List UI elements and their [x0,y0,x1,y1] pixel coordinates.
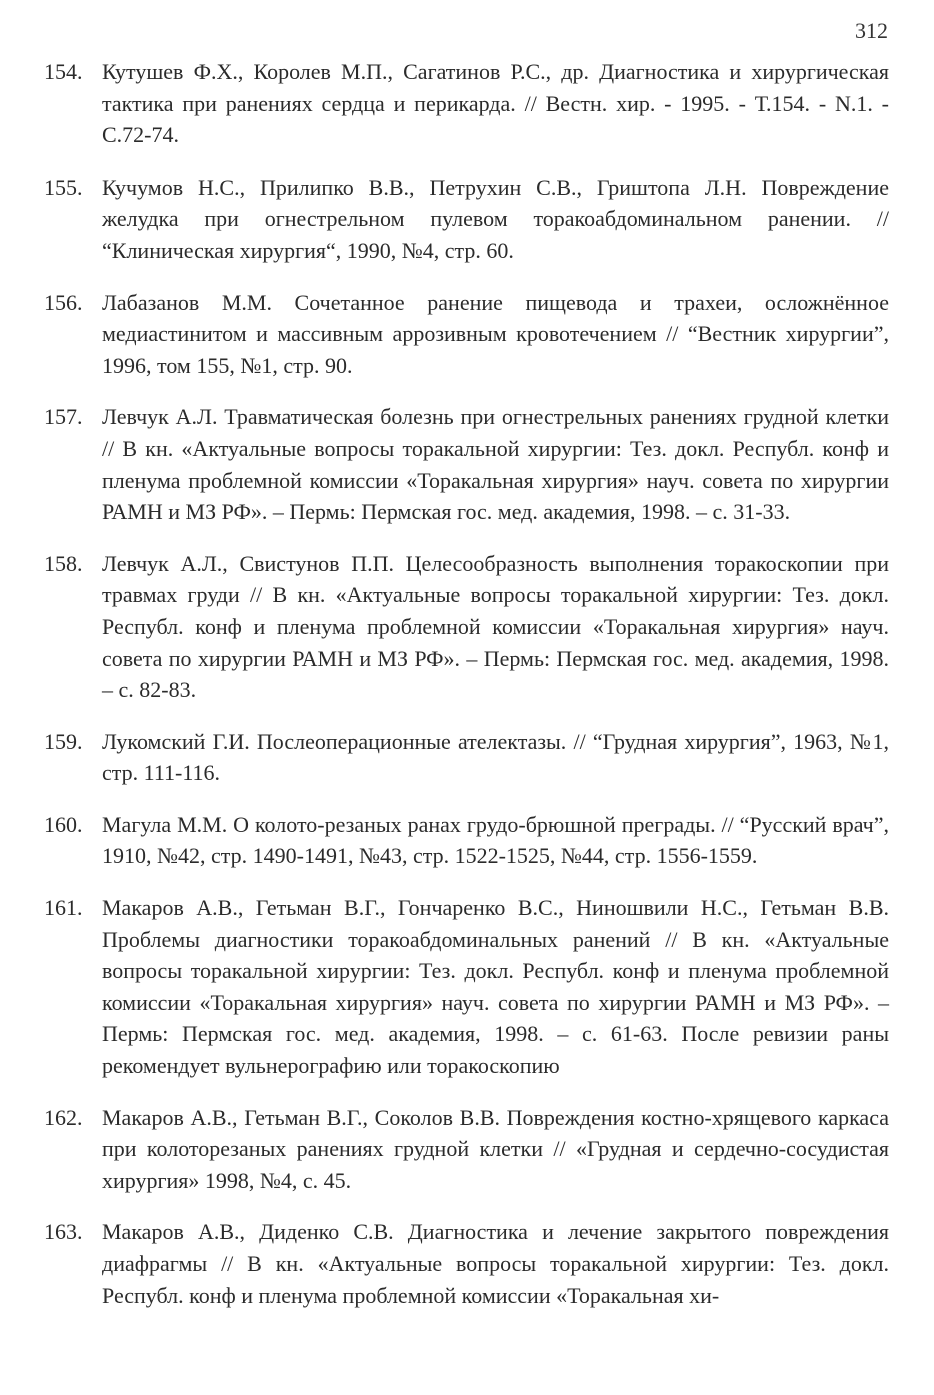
reference-entry [44,56,889,151]
reference-text: Магула М.М. О колото-резаных ранах грудо-брюшной преграды. // “Русский врач”, 1910, №42, стр. 1490-1491, №43, стр. 1522-1525, №44, стр. 1556-1559. [102,811,889,869]
reference-number: 154. [44,59,83,84]
reference-number: 160. [44,811,83,837]
reference-entry [44,1216,889,1311]
reference-text: Кутушев Ф.Х., Королев М.П., Сагатинов Р.С., др. Диагностика и хирургическая тактика при ранениях сердца и перикарда. // Вестн. хир. - 1995. - Т.154. - N.1. - С.72-74. [102,59,889,148]
reference-number: 162. [44,1104,83,1130]
reference-entry [44,892,889,1082]
page-number: 312 [855,18,888,43]
reference-text: Кучумов Н.С., Прилипко В.В., Петрухин С.В., Гриштопа Л.Н. Повреждение желудка при огнестрельном пулевом торакоабдоминальном ранении. // “Клиническая хирургия“, 1990, №4, стр. 60. [102,174,889,263]
reference-text: Лукомский Г.И. Послеоперационные ателектазы. // “Грудная хирургия”, 1963, №1, стр. 111-116. [102,728,889,786]
reference-number: 155. [44,174,83,200]
reference-entry [44,172,889,267]
reference-text: Макаров А.В., Гетьман В.Г., Соколов В.В. Повреждения костно-хрящевого каркаса при колоторезаных ранениях грудной клетки // «Грудная и сердечно-сосудистая хирургия» 1998, №4, с. 45. [102,1104,889,1193]
reference-number: 157. [44,404,83,430]
reference-number: 159. [44,728,83,754]
reference-entry [44,287,889,382]
reference-entry [44,809,889,872]
reference-number: 161. [44,895,83,921]
reference-text: Макаров А.В., Гетьман В.Г., Гончаренко В.С., Ниношвили Н.С., Гетьман В.В. Проблемы диагностики торакоабдоминальных ранений // В кн. «Актуальные вопросы торакальной хирургии: Тез. докл. Республ. конф и пленума проблемной комиссии «Торакальная хирургия» науч. совета по хирургии РАМН и МЗ РФ». – Пермь: Пермская гос. мед. академия, 1998. – с. 61-63. После ревизии раны рекомендует вульнерографию или торакоскопию [102,895,889,1079]
reference-list [44,56,889,1311]
reference-number: 163. [44,1219,83,1245]
reference-entry [44,1102,889,1197]
reference-text: Левчук А.Л. Травматическая болезнь при огнестрельных ранениях грудной клетки // В кн. «Актуальные вопросы торакальной хирургии: Тез. докл. Республ. конф и пленума проблемной комиссии «Торакальная хирургия» науч. совета по хирургии РАМН и МЗ РФ». – Пермь: Пермская гос. мед. академия, 1998. – с. 31-33. [102,404,889,525]
reference-text: Левчук А.Л., Свистунов П.П. Целесообразность выполнения торакоскопии при травмах груди // В кн. «Актуальные вопросы торакальной хирургии: Тез. докл. Республ. конф и пленума проблемной комиссии «Торакальная хирургия» науч. совета по хирургии РАМН и МЗ РФ». – Пермь: Пермская гос. мед. академия, 1998. – с. 82-83. [102,550,889,703]
reference-entry [44,401,889,527]
reference-number: 156. [44,289,83,315]
reference-text: Макаров А.В., Диденко С.В. Диагностика и лечение закрытого повреждения диафрагмы // В кн. «Актуальные вопросы торакальной хирургии: Тез. докл. Республ. конф и пленума проблемной комиссии «Торакальная хи- [102,1219,889,1308]
reference-number: 158. [44,550,83,576]
reference-entry [44,726,889,789]
reference-text: Лабазанов М.М. Сочетанное ранение пищевода и трахеи, осложнённое медиастинитом и массивным аррозивным кровотечением // “Вестник хирургии”, 1996, том 155, №1, стр. 90. [102,289,889,378]
reference-entry [44,548,889,706]
